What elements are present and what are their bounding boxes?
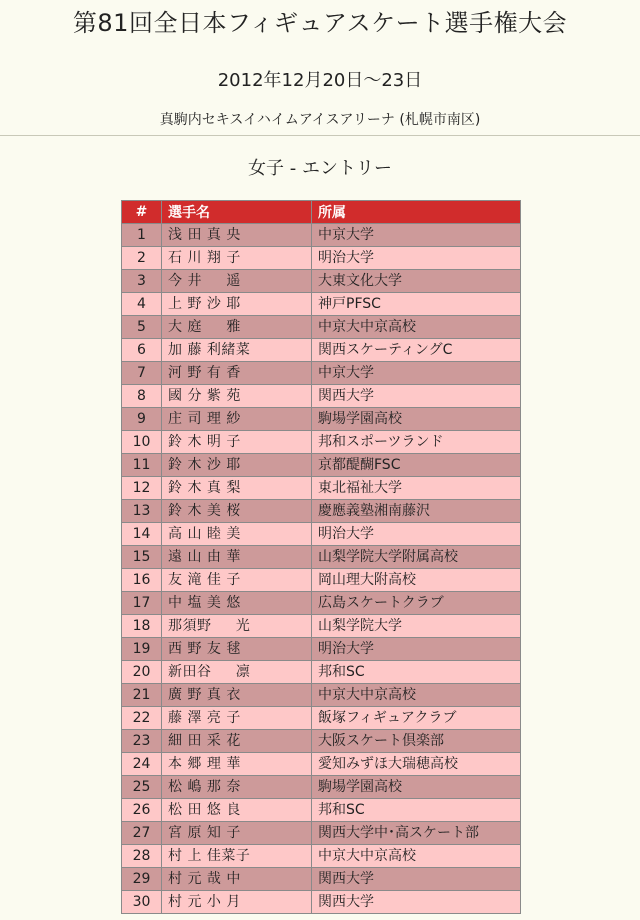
skater-club: 大東文化大学 (312, 270, 521, 293)
row-number: 27 (122, 822, 162, 845)
header-divider (0, 135, 640, 136)
event-title: 第81回全日本フィギュアスケート選手権大会 (72, 9, 568, 37)
skater-club: 中京大中京高校 (312, 316, 521, 339)
skater-name: 浅 田 真 央 (162, 224, 312, 247)
row-number: 20 (122, 661, 162, 684)
row-number: 25 (122, 776, 162, 799)
table-row (122, 845, 521, 868)
table-row (122, 661, 521, 684)
skater-name: 上 野 沙 耶 (162, 293, 312, 316)
skater-name: 國 分 紫 苑 (162, 385, 312, 408)
skater-club: 関西大学 (312, 891, 521, 914)
skater-name: 鈴 木 真 梨 (162, 477, 312, 500)
table-row (122, 454, 521, 477)
skater-name: 本 郷 理 華 (162, 753, 312, 776)
skater-club: 中京大中京高校 (312, 684, 521, 707)
skater-club: 駒場学園高校 (312, 408, 521, 431)
skater-club: 岡山理大附高校 (312, 569, 521, 592)
skater-club: 大阪スケート倶楽部 (312, 730, 521, 753)
table-row (122, 638, 521, 661)
row-number: 3 (122, 270, 162, 293)
skater-name: 加 藤 利緒菜 (162, 339, 312, 362)
skater-club: 駒場学園高校 (312, 776, 521, 799)
skater-name: 村 元 哉 中 (162, 868, 312, 891)
skater-name: 中 塩 美 悠 (162, 592, 312, 615)
skater-name: 新田谷 凛 (162, 661, 312, 684)
row-number: 19 (122, 638, 162, 661)
table-row (122, 891, 521, 914)
table-row (122, 477, 521, 500)
table-row (122, 385, 521, 408)
table-row (122, 270, 521, 293)
table-row (122, 408, 521, 431)
skater-name: 今 井 遥 (162, 270, 312, 293)
row-number: 23 (122, 730, 162, 753)
row-number: 10 (122, 431, 162, 454)
row-number: 29 (122, 868, 162, 891)
section-title: 女子 - エントリー (248, 158, 392, 179)
table-row (122, 684, 521, 707)
event-venue: 真駒内セキスイハイムアイスアリーナ (札幌市南区) (159, 112, 481, 128)
skater-name: 河 野 有 香 (162, 362, 312, 385)
row-number: 5 (122, 316, 162, 339)
skater-club: 愛知みずほ大瑞穂高校 (312, 753, 521, 776)
row-number: 8 (122, 385, 162, 408)
entry-table-body (122, 224, 521, 914)
skater-name: 友 滝 佳 子 (162, 569, 312, 592)
skater-name: 廣 野 真 衣 (162, 684, 312, 707)
skater-club: 関西スケーティングC (312, 339, 521, 362)
table-row (122, 868, 521, 891)
table-row (122, 707, 521, 730)
table-row (122, 247, 521, 270)
event-dates: 2012年12月20日～23日 (217, 70, 423, 91)
row-number: 13 (122, 500, 162, 523)
skater-club: 飯塚フィギュアクラブ (312, 707, 521, 730)
skater-club: 明治大学 (312, 523, 521, 546)
row-number: 7 (122, 362, 162, 385)
row-number: 1 (122, 224, 162, 247)
entry-table-container (121, 200, 520, 914)
skater-name: 西 野 友 毬 (162, 638, 312, 661)
skater-club: 明治大学 (312, 638, 521, 661)
row-number: 15 (122, 546, 162, 569)
skater-club: 邦和スポーツランド (312, 431, 521, 454)
skater-name: 庄 司 理 紗 (162, 408, 312, 431)
skater-club: 関西大学 (312, 868, 521, 891)
table-row (122, 753, 521, 776)
skater-name: 石 川 翔 子 (162, 247, 312, 270)
row-number: 11 (122, 454, 162, 477)
row-number: 2 (122, 247, 162, 270)
row-number: 16 (122, 569, 162, 592)
table-row (122, 569, 521, 592)
entry-table (121, 200, 521, 914)
skater-club: 明治大学 (312, 247, 521, 270)
skater-name: 宮 原 知 子 (162, 822, 312, 845)
table-row (122, 730, 521, 753)
table-row (122, 523, 521, 546)
table-row (122, 431, 521, 454)
row-number: 18 (122, 615, 162, 638)
table-row (122, 799, 521, 822)
row-number: 26 (122, 799, 162, 822)
row-number: 24 (122, 753, 162, 776)
skater-name: 鈴 木 美 桜 (162, 500, 312, 523)
table-row (122, 500, 521, 523)
table-row (122, 592, 521, 615)
row-number: 12 (122, 477, 162, 500)
header-num: # (122, 201, 162, 224)
skater-club: 中京大学 (312, 362, 521, 385)
skater-name: 高 山 睦 美 (162, 523, 312, 546)
skater-name: 鈴 木 明 子 (162, 431, 312, 454)
skater-club: 関西大学中･高スケート部 (312, 822, 521, 845)
row-number: 28 (122, 845, 162, 868)
table-row (122, 615, 521, 638)
row-number: 9 (122, 408, 162, 431)
skater-club: 邦和SC (312, 661, 521, 684)
skater-name: 松 田 悠 良 (162, 799, 312, 822)
row-number: 22 (122, 707, 162, 730)
header-name: 選手名 (162, 201, 312, 224)
skater-club: 慶應義塾湘南藤沢 (312, 500, 521, 523)
skater-club: 神戸PFSC (312, 293, 521, 316)
skater-club: 京都醍醐FSC (312, 454, 521, 477)
skater-name: 細 田 采 花 (162, 730, 312, 753)
skater-name: 那須野 光 (162, 615, 312, 638)
skater-club: 邦和SC (312, 799, 521, 822)
skater-club: 関西大学 (312, 385, 521, 408)
row-number: 14 (122, 523, 162, 546)
skater-club: 東北福祉大学 (312, 477, 521, 500)
header-club: 所属 (312, 201, 521, 224)
skater-name: 遠 山 由 華 (162, 546, 312, 569)
table-row (122, 362, 521, 385)
row-number: 21 (122, 684, 162, 707)
event-header (0, 0, 640, 129)
skater-name: 松 嶋 那 奈 (162, 776, 312, 799)
skater-club: 広島スケートクラブ (312, 592, 521, 615)
skater-name: 村 上 佳菜子 (162, 845, 312, 868)
table-row (122, 316, 521, 339)
skater-name: 鈴 木 沙 耶 (162, 454, 312, 477)
skater-club: 中京大中京高校 (312, 845, 521, 868)
row-number: 30 (122, 891, 162, 914)
row-number: 6 (122, 339, 162, 362)
skater-name: 村 元 小 月 (162, 891, 312, 914)
table-row (122, 776, 521, 799)
table-row (122, 293, 521, 316)
table-row (122, 546, 521, 569)
table-header-row (122, 201, 521, 224)
skater-club: 山梨学院大学 (312, 615, 521, 638)
skater-name: 藤 澤 亮 子 (162, 707, 312, 730)
row-number: 4 (122, 293, 162, 316)
skater-club: 中京大学 (312, 224, 521, 247)
row-number: 17 (122, 592, 162, 615)
table-row (122, 339, 521, 362)
table-row (122, 224, 521, 247)
table-row (122, 822, 521, 845)
skater-club: 山梨学院大学附属高校 (312, 546, 521, 569)
skater-name: 大 庭 雅 (162, 316, 312, 339)
